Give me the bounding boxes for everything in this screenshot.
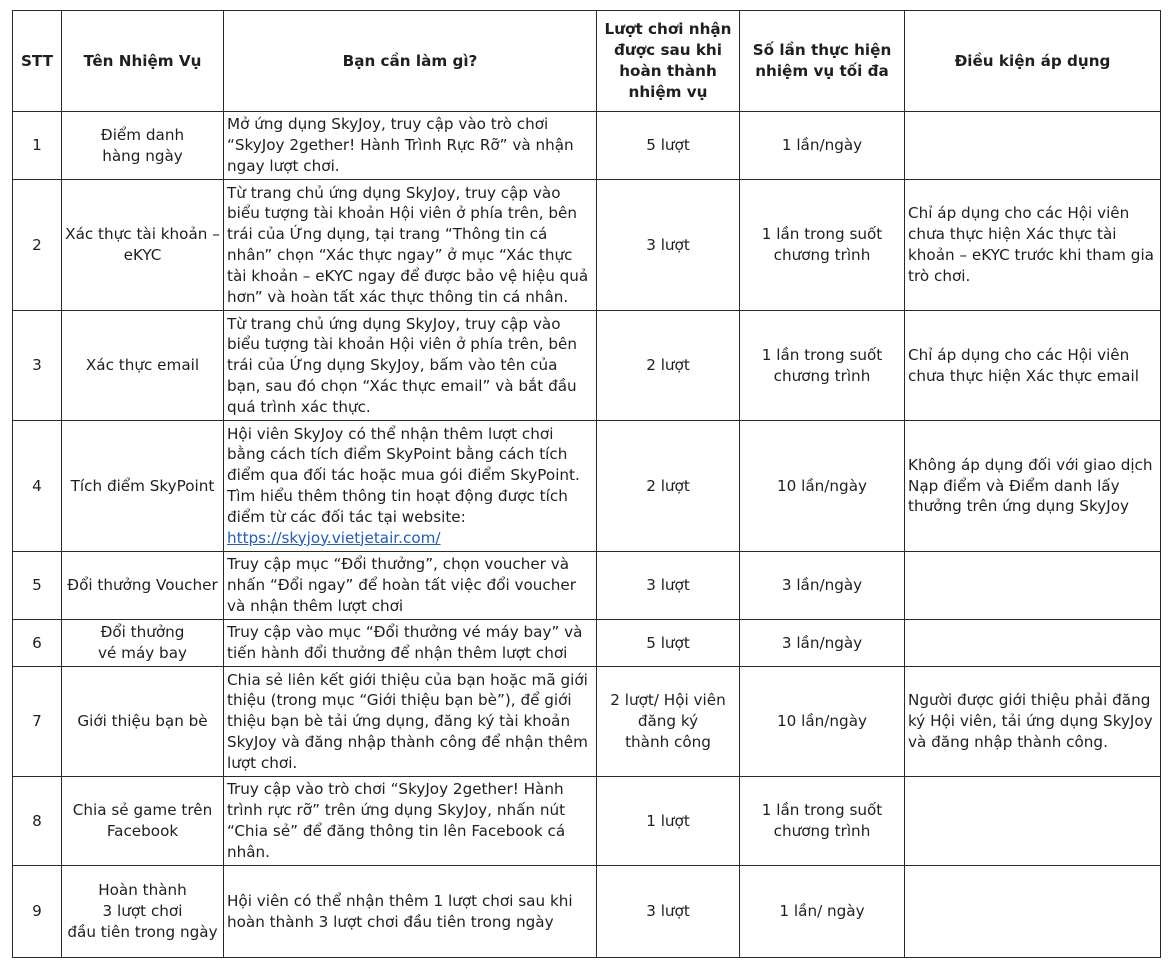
row-plays: 3 lượt — [597, 552, 740, 620]
row-plays: 3 lượt — [597, 866, 740, 958]
header-plays-received: Lượt chơi nhận được sau khi hoàn thành nhiệm vụ — [597, 11, 740, 112]
row-plays: 2 lượt — [597, 311, 740, 421]
row-stt: 3 — [13, 311, 62, 421]
row-max: 1 lần trong suốt chương trình — [740, 180, 905, 311]
row-max: 1 lần/ ngày — [740, 866, 905, 958]
row-task-name: Đổi thưởng vé máy bay — [62, 620, 224, 667]
table-row — [13, 552, 1161, 620]
row-task-name: Điểm danh hàng ngày — [62, 112, 224, 180]
row-stt: 6 — [13, 620, 62, 667]
row-action: Truy cập mục “Đổi thưởng”, chọn voucher và nhấn “Đổi ngay” để hoàn tất việc đổi voucher và nhận thêm lượt chơi — [224, 552, 597, 620]
row-plays: 3 lượt — [597, 180, 740, 311]
row-action: Từ trang chủ ứng dụng SkyJoy, truy cập vào biểu tượng tài khoản Hội viên ở phía trên, bên trái của Ứng dụng SkyJoy, bấm vào tên của bạn, sau đó chọn “Xác thực email” và bắt đầu quá trình xác thực. — [224, 311, 597, 421]
row-action: Từ trang chủ ứng dụng SkyJoy, truy cập vào biểu tượng tài khoản Hội viên ở phía trên, bên trái của Ứng dụng, tại trang “Thông tin cá nhân” chọn “Xác thực ngay” ở mục “Xác thực tài khoản – eKYC ngay để được bảo vệ hiệu quả hơn” và hoàn tất xác thực thông tin cá nhân. — [224, 180, 597, 311]
row-condition — [905, 777, 1161, 866]
row-stt: 7 — [13, 667, 62, 777]
header-row — [13, 11, 1161, 112]
row-plays: 2 lượt/ Hội viên đăng ký thành công — [597, 667, 740, 777]
header-task-name: Tên Nhiệm Vụ — [62, 11, 224, 112]
row-task-name: Giới thiệu bạn bè — [62, 667, 224, 777]
table-row — [13, 777, 1161, 866]
row-stt: 9 — [13, 866, 62, 958]
header-stt: STT — [13, 11, 62, 112]
row-action: Hội viên SkyJoy có thể nhận thêm lượt chơi bằng cách tích điểm SkyPoint bằng cách tích điểm qua đối tác hoặc mua gói điểm SkyPoint. Tìm hiểu thêm thông tin hoạt động được tích điểm từ các đối tác tại website: — [227, 424, 580, 526]
row-max: 10 lần/ngày — [740, 421, 905, 552]
row-stt: 8 — [13, 777, 62, 866]
table-row — [13, 667, 1161, 777]
table-row — [13, 866, 1161, 958]
row-action: Hội viên có thể nhận thêm 1 lượt chơi sau khi hoàn thành 3 lượt chơi đầu tiên trong ngày — [224, 866, 597, 958]
row-plays: 2 lượt — [597, 421, 740, 552]
row-stt: 4 — [13, 421, 62, 552]
row-stt: 5 — [13, 552, 62, 620]
table-row — [13, 620, 1161, 667]
row-max: 3 lần/ngày — [740, 552, 905, 620]
header-what-to-do: Bạn cần làm gì? — [224, 11, 597, 112]
skyjoy-website-link[interactable]: https://skyjoy.vietjetair.com/ — [227, 528, 441, 547]
header-max-times: Số lần thực hiện nhiệm vụ tối đa — [740, 11, 905, 112]
row-condition: Chỉ áp dụng cho các Hội viên chưa thực hiện Xác thực tài khoản – eKYC trước khi tham gia trò chơi. — [905, 180, 1161, 311]
table-row — [13, 112, 1161, 180]
row-condition: Người được giới thiệu phải đăng ký Hội viên, tải ứng dụng SkyJoy và đăng nhập thành công. — [905, 667, 1161, 777]
table-row — [13, 311, 1161, 421]
row-task-name: Tích điểm SkyPoint — [62, 421, 224, 552]
row-stt: 1 — [13, 112, 62, 180]
header-conditions: Điều kiện áp dụng — [905, 11, 1161, 112]
row-plays: 5 lượt — [597, 112, 740, 180]
row-action: Mở ứng dụng SkyJoy, truy cập vào trò chơi “SkyJoy 2gether! Hành Trình Rực Rỡ” và nhận ngay lượt chơi. — [224, 112, 597, 180]
row-task-name: Xác thực tài khoản – eKYC — [62, 180, 224, 311]
missions-table-container — [12, 10, 1161, 958]
row-condition — [905, 620, 1161, 667]
row-action: Truy cập vào mục “Đổi thưởng vé máy bay” và tiến hành đổi thưởng để nhận thêm lượt chơi — [224, 620, 597, 667]
row-action-cell — [224, 421, 597, 552]
row-condition: Không áp dụng đối với giao dịch Nạp điểm và Điểm danh lấy thưởng trên ứng dụng SkyJoy — [905, 421, 1161, 552]
row-condition — [905, 112, 1161, 180]
row-plays: 5 lượt — [597, 620, 740, 667]
row-task-name: Chia sẻ game trên Facebook — [62, 777, 224, 866]
row-action: Truy cập vào trò chơi “SkyJoy 2gether! Hành trình rực rỡ” trên ứng dụng SkyJoy, nhấn nút “Chia sẻ” để đăng thông tin lên Facebook cá nhân. — [224, 777, 597, 866]
row-task-name: Đổi thưởng Voucher — [62, 552, 224, 620]
row-condition — [905, 552, 1161, 620]
row-action: Chia sẻ liên kết giới thiệu của bạn hoặc mã giới thiệu (trong mục “Giới thiệu bạn bè”), để giới thiệu bạn bè tải ứng dụng, đăng ký tài khoản SkyJoy và đăng nhập thành công để nhận thêm lượt chơi. — [224, 667, 597, 777]
row-condition: Chỉ áp dụng cho các Hội viên chưa thực hiện Xác thực email — [905, 311, 1161, 421]
table-row — [13, 421, 1161, 552]
row-stt: 2 — [13, 180, 62, 311]
table-row — [13, 180, 1161, 311]
row-max: 10 lần/ngày — [740, 667, 905, 777]
row-max: 1 lần trong suốt chương trình — [740, 311, 905, 421]
row-max: 1 lần trong suốt chương trình — [740, 777, 905, 866]
row-task-name: Hoàn thành 3 lượt chơi đầu tiên trong ngày — [62, 866, 224, 958]
row-task-name: Xác thực email — [62, 311, 224, 421]
row-condition — [905, 866, 1161, 958]
missions-table — [12, 10, 1161, 958]
row-plays: 1 lượt — [597, 777, 740, 866]
row-max: 3 lần/ngày — [740, 620, 905, 667]
row-max: 1 lần/ngày — [740, 112, 905, 180]
